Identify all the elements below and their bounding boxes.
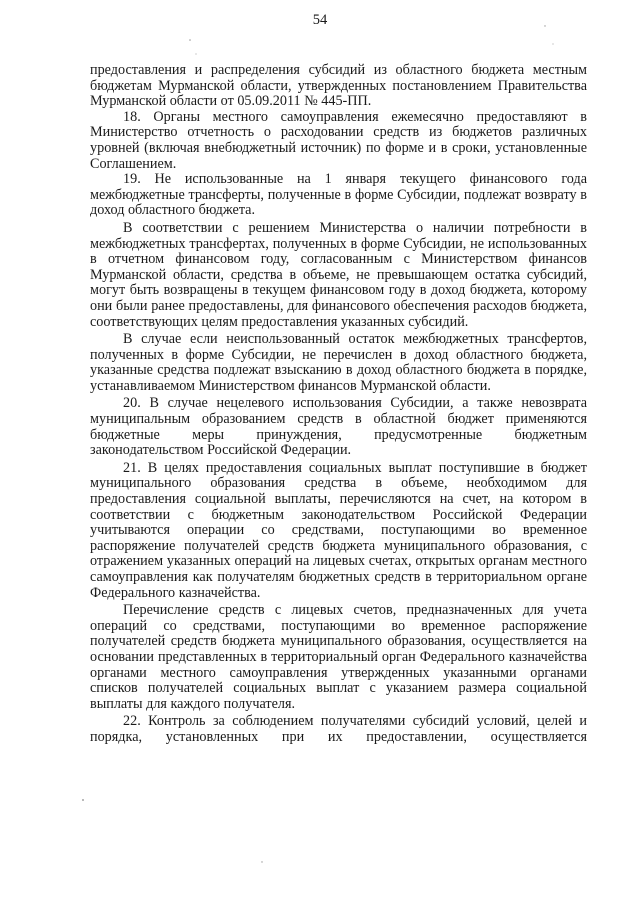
paragraph-19-recovery: В случае если неиспользованный остаток межбюджетных трансфертов, полученных в форме Субсидии, не перечислен в доход областного бюджета, указанные средства подлежат взысканию в доход областного бюджета в порядке, устанавливаемом Министерством финансов Мурманской области.: [90, 331, 587, 394]
paragraph-22: 22. Контроль за соблюдением получателями субсидий условий, целей и порядка, установленных при их предоставлении, осуществляется: [90, 713, 587, 745]
paragraph-continuation: предоставления и распределения субсидий из областного бюджета местным бюджетам Мурманской области, утвержденных постановлением Правительства Мурманской области от 05.09.2011 № 445-ПП.: [90, 62, 587, 110]
paragraph-21: 21. В целях предоставления социальных выплат поступившие в бюджет муниципального образования средства в объеме, необходимом для предоставления социальной выплаты, перечисляются на счет, на котором в соответствии с бюджетным законодательством Российской Федерации учитываются операции со средствами, поступающими во временное распоряжение получателей средств бюджета муниципального образования, с отражением указанных операций на лицевых счетах, открытых органам местного самоуправления как получателям бюджетных средств в территориальном органе Федерального казначейства.: [90, 459, 587, 601]
paragraph-20: 20. В случае нецелевого использования Субсидии, а также невозврата муниципальным образованием средств в областной бюджет применяются бюджетные меры принуждения, предусмотренные бюджетным законодательством Российской Федерации.: [90, 395, 587, 459]
paragraph-21-transfer: Перечисление средств с лицевых счетов, предназначенных для учета операций со средствами, поступающими во временное распоряжение получателей средств бюджета муниципального образования, осуществляется на основании представленных в территориальный орган Федерального казначейства органами местного самоуправления утвержденных указанными органами списков получателей социальных выплат с указанием размера социальной выплаты для каждого получателя.: [90, 602, 587, 712]
page-number: 54: [312, 12, 328, 28]
paragraph-18: 18. Органы местного самоуправления ежемесячно предоставляют в Министерство отчетность о расходовании средств из бюджетов различных уровней (включая внебюджетный источник) по форме и в сроки, установленные Соглашением.: [90, 108, 587, 172]
paragraph-19: 19. Не использованные на 1 января текущего финансового года межбюджетные трансферты, полученные в форме Субсидии, подлежат возврату в доход областного бюджета.: [90, 171, 587, 219]
document-body: [90, 63, 587, 746]
paragraph-19-return-decision: В соответствии с решением Министерства о наличии потребности в межбюджетных трансфертах, полученных в форме Субсидии, не использованных в отчетном финансовом году, согласованным с Министерством финансов Мурманской области, средства в объеме, не превышающем остатка субсидий, могут быть возвращены в текущем финансовом году в доход бюджета, которому они были ранее предоставлены, для финансового обеспечения расходов бюджета, соответствующих целям предоставления указанных субсидий.: [90, 219, 587, 330]
